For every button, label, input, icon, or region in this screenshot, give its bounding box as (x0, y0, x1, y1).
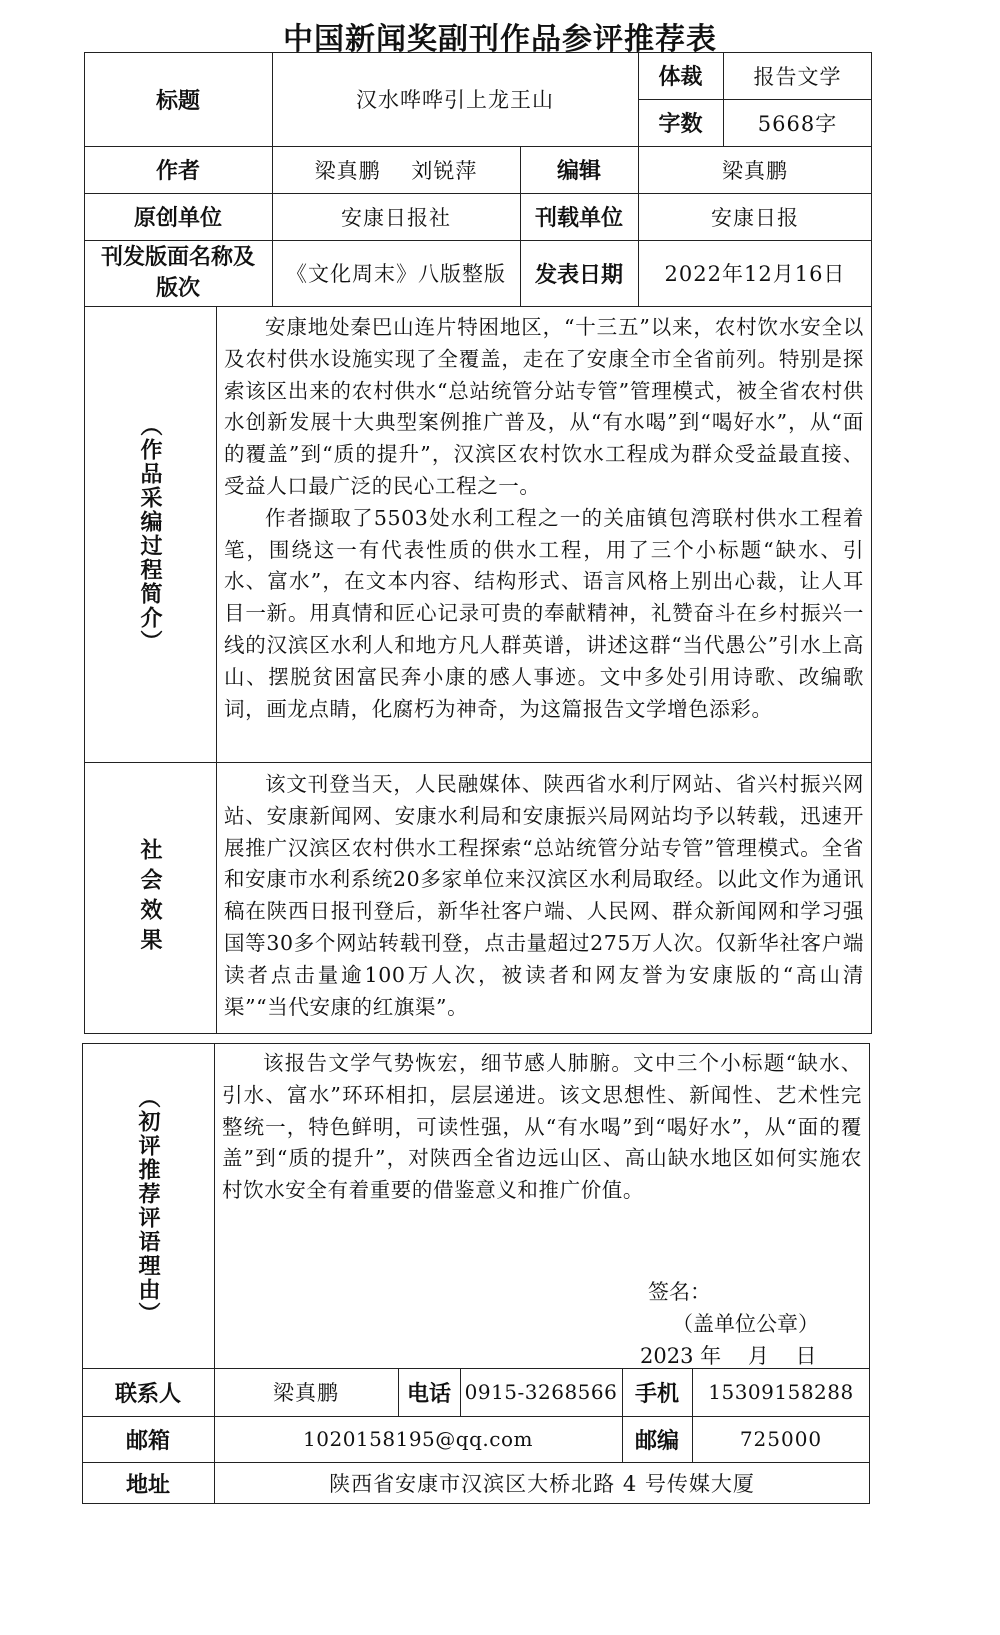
wordcount-label: 字数 (658, 111, 703, 137)
postcode-value: 725000 (739, 1427, 823, 1451)
date-label: 发表日期 (534, 261, 623, 288)
email-label: 邮箱 (125, 1427, 170, 1454)
genre-value: 报告文学 (753, 64, 842, 89)
section-label: 刊发版面名称及版次 (100, 244, 255, 301)
editor-value: 梁真鹏 (722, 158, 788, 183)
origin-label: 原创单位 (133, 205, 222, 231)
review-paragraph: 该报告文学气势恢宏，细节感人肺腑。文中三个小标题“缺水、引水、富水”环环相扣，层层递进。该文思想性、新闻性、艺术性完整统一，特色鲜明，可读性强，从“有水喝”到“喝好水”，从“面的覆盖”到“质的提升”，对陕西全省边远山区、高山缺水地区如何实施农村饮水安全有着重要的借鉴意义和推广价值。 (222, 1051, 862, 1203)
seal-label: （盖单位公章） (672, 1312, 819, 1336)
date-value: 2022年12月16日 (664, 262, 846, 286)
review-body (222, 1048, 862, 1207)
effect-paragraph: 该文刊登当天，人民融媒体、陕西省水利厅网站、省兴村振兴网站、安康新闻网、安康水利局和安康振兴局网站均予以转载，迅速开展推广汉滨区农村供水工程探索“总站统管分站专管”管理模式。全省和安康市水利系统20多家单位来汉滨区水利局取经。以此文作为通讯稿在陕西日报刊登后，新华社客户端、人民网、群众新闻网和学习强国等30多个网站转载刊登，点击量超过275万人次。仅新华社客户端读者点击量逾100万人次，被读者和网友誉为安康版的“高山清渠”“当代安康的红旗渠”。 (224, 772, 864, 1019)
publisher-label: 刊载单位 (534, 205, 623, 231)
editor-label: 编辑 (556, 158, 601, 184)
email-value: 1020158195@qq.com (303, 1427, 533, 1451)
publisher-value: 安康日报 (711, 205, 799, 230)
postcode-label: 邮编 (634, 1427, 679, 1454)
section-value: 《文化周末》八版整版 (286, 262, 506, 286)
intro-paragraph: 作者撷取了5503处水利工程之一的关庙镇包湾联村供水工程着笔，围绕这一有代表性质的供水工程，用了三个小标题“缺水、引水、富水”，在文本内容、结构形式、语言风格上别出心裁，让人耳目一新。用真情和匠心记录可贵的奉献精神，礼赞奋斗在乡村振兴一线的汉滨区水利人和地方凡人群英谱，讲述这群“当代愚公”引水上高山、摆脱贫困富民奔小康的感人事迹。文中多处引用诗歌、改编歌词，画龙点睛，化腐朽为神奇，为这篇报告文学增色添彩。 (224, 505, 864, 721)
effect-body (224, 769, 864, 1023)
effect-label: 社会效果 (137, 838, 163, 958)
contact-person-label: 联系人 (114, 1380, 181, 1407)
origin-value: 安康日报社 (341, 205, 451, 230)
phone-value: 0915-3268566 (464, 1380, 618, 1404)
page-title: 中国新闻奖副刊作品参评推荐表 (283, 22, 717, 57)
intro-label: （作品采编过程简介） (137, 414, 163, 654)
review-date: 2023 年 月 日 (640, 1344, 817, 1368)
mobile-label: 手机 (634, 1380, 679, 1407)
genre-label: 体裁 (658, 64, 703, 90)
title-label: 标题 (155, 87, 200, 114)
mobile-value: 15309158288 (708, 1380, 854, 1404)
intro-paragraph: 安康地处秦巴山连片特困地区，“十三五”以来，农村饮水安全以及农村供水设施实现了全覆盖，走在了安康全市全省前列。特别是探索该区出来的农村供水“总站统管分站专管”管理模式，被全省农村供水创新发展十大典型案例推广普及，从“有水喝”到“喝好水”，从“面的覆盖”到“质的提升”，汉滨区农村饮水工程成为群众受益最直接、受益人口最广泛的民心工程之一。 (224, 315, 864, 498)
title-value: 汉水哗哗引上龙王山 (356, 88, 554, 112)
address-value: 陕西省安康市汉滨区大桥北路 4 号传媒大厦 (329, 1472, 755, 1496)
signature-label: 签名： (648, 1280, 711, 1304)
address-label: 地址 (125, 1471, 170, 1498)
contact-person-value: 梁真鹏 (273, 1381, 339, 1405)
wordcount-value: 5668字 (757, 111, 838, 136)
author-label: 作者 (155, 158, 200, 184)
author-value: 梁真鹏 刘锐萍 (314, 158, 478, 183)
review-label: （初评推荐评语理由） (135, 1085, 161, 1326)
phone-label: 电话 (406, 1380, 451, 1407)
intro-body (224, 312, 864, 725)
